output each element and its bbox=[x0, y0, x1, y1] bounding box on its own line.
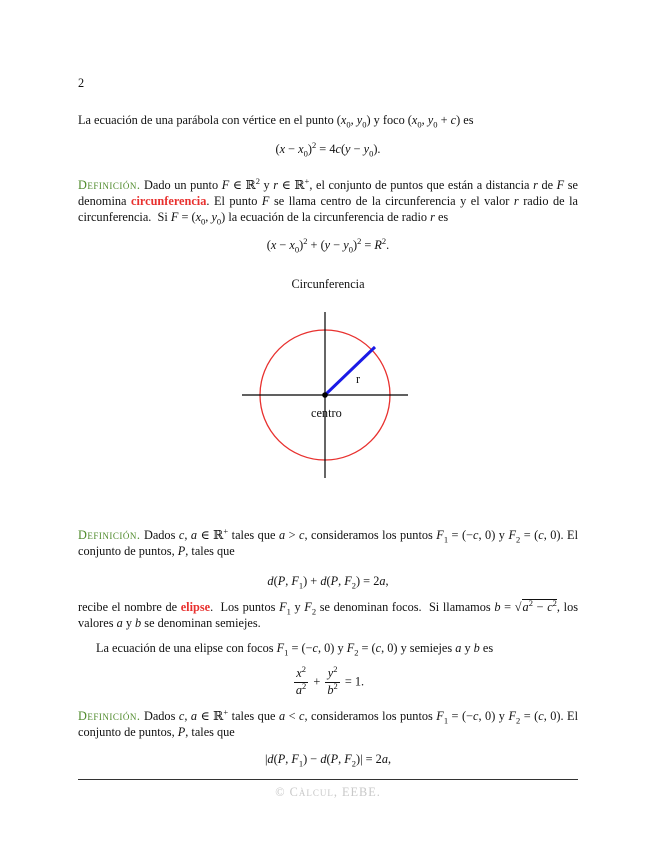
ellipse-equation: $\frac{x^2}{a^2}$ + $\frac{y^2}{b^2}$ = 1. bbox=[295, 663, 365, 697]
footer-text: © Càlcul, EEBE. bbox=[275, 785, 381, 799]
definition-hyperbola: Definición. Dados c, a ∈ ℝ+ tales que a < c, consideramos los puntos $F_1 = (-c$, 0) y $F_2 = (c$, 0). El conjunto de puntos, P, tales que bbox=[78, 706, 578, 739]
parabola-equation: $(x - x_0)^2 = 4c(y - y_0)$. bbox=[275, 139, 381, 159]
definition-circle: Definición. Dado un punto F ∈ ℝ$^2$ y r ∈ ℝ+, el conjunto de puntos que están a distancia r de F se denomina circunferencia. El punto F se llama centro de la circunferencia y el valor r radio de la circunferencia. Si $F = (x_0$, $y_0$) la ecuación de la circunferencia de radio r es bbox=[78, 175, 578, 227]
circle-equation: $(x - x_0)^2 + (y - y_0)^2 = R^2$. bbox=[266, 235, 390, 255]
ellipse-equation-intro: La ecuación de una elipse con focos $F_1 = (-c$, 0) y $F_2 = (c$, 0) y semiejes a y b es bbox=[96, 641, 494, 658]
circle-figure bbox=[230, 300, 420, 485]
term-elipse: elipse bbox=[180, 600, 211, 614]
ellipse-paragraph: recibe el nombre de elipse. Los puntos $F_1$ y $F_2$ se denominan focos. Si llamamos $b = √a^2 - c^2$, los valores a y b se denominan semiejes. bbox=[78, 597, 579, 630]
center-label: centro bbox=[311, 406, 342, 420]
definition-label: Definición. bbox=[78, 528, 141, 542]
hyperbola-def-equation: |d(P, $F_1) - d(P$, $F_2)| = 2a$, bbox=[264, 752, 392, 769]
figure-title: Circunferencia bbox=[291, 277, 365, 291]
radius-segment bbox=[325, 347, 375, 395]
definition-label: Definición. bbox=[78, 709, 141, 723]
parabola-intro: La ecuación de una parábola con vértice en el punto ($x_0$, $y_0$) y foco ($x_0$, $y_0 + c$) es bbox=[78, 113, 474, 130]
ellipse-def-equation: d(P, $F_1) + d(P$, $F_2) = 2a$, bbox=[267, 574, 389, 591]
footer-rule bbox=[78, 779, 578, 780]
center-point bbox=[322, 392, 328, 398]
definition-ellipse: Definición. Dados c, a ∈ ℝ+ tales que a > c, consideramos los puntos $F_1 = (-c$, 0) y $F_2 = (c$, 0). El conjunto de puntos, P, tales que bbox=[78, 525, 578, 558]
term-circunferencia: circunferencia bbox=[131, 193, 207, 208]
page-number: 2 bbox=[78, 76, 85, 90]
radius-label: r bbox=[356, 372, 361, 386]
definition-label: Definición. bbox=[78, 178, 141, 192]
